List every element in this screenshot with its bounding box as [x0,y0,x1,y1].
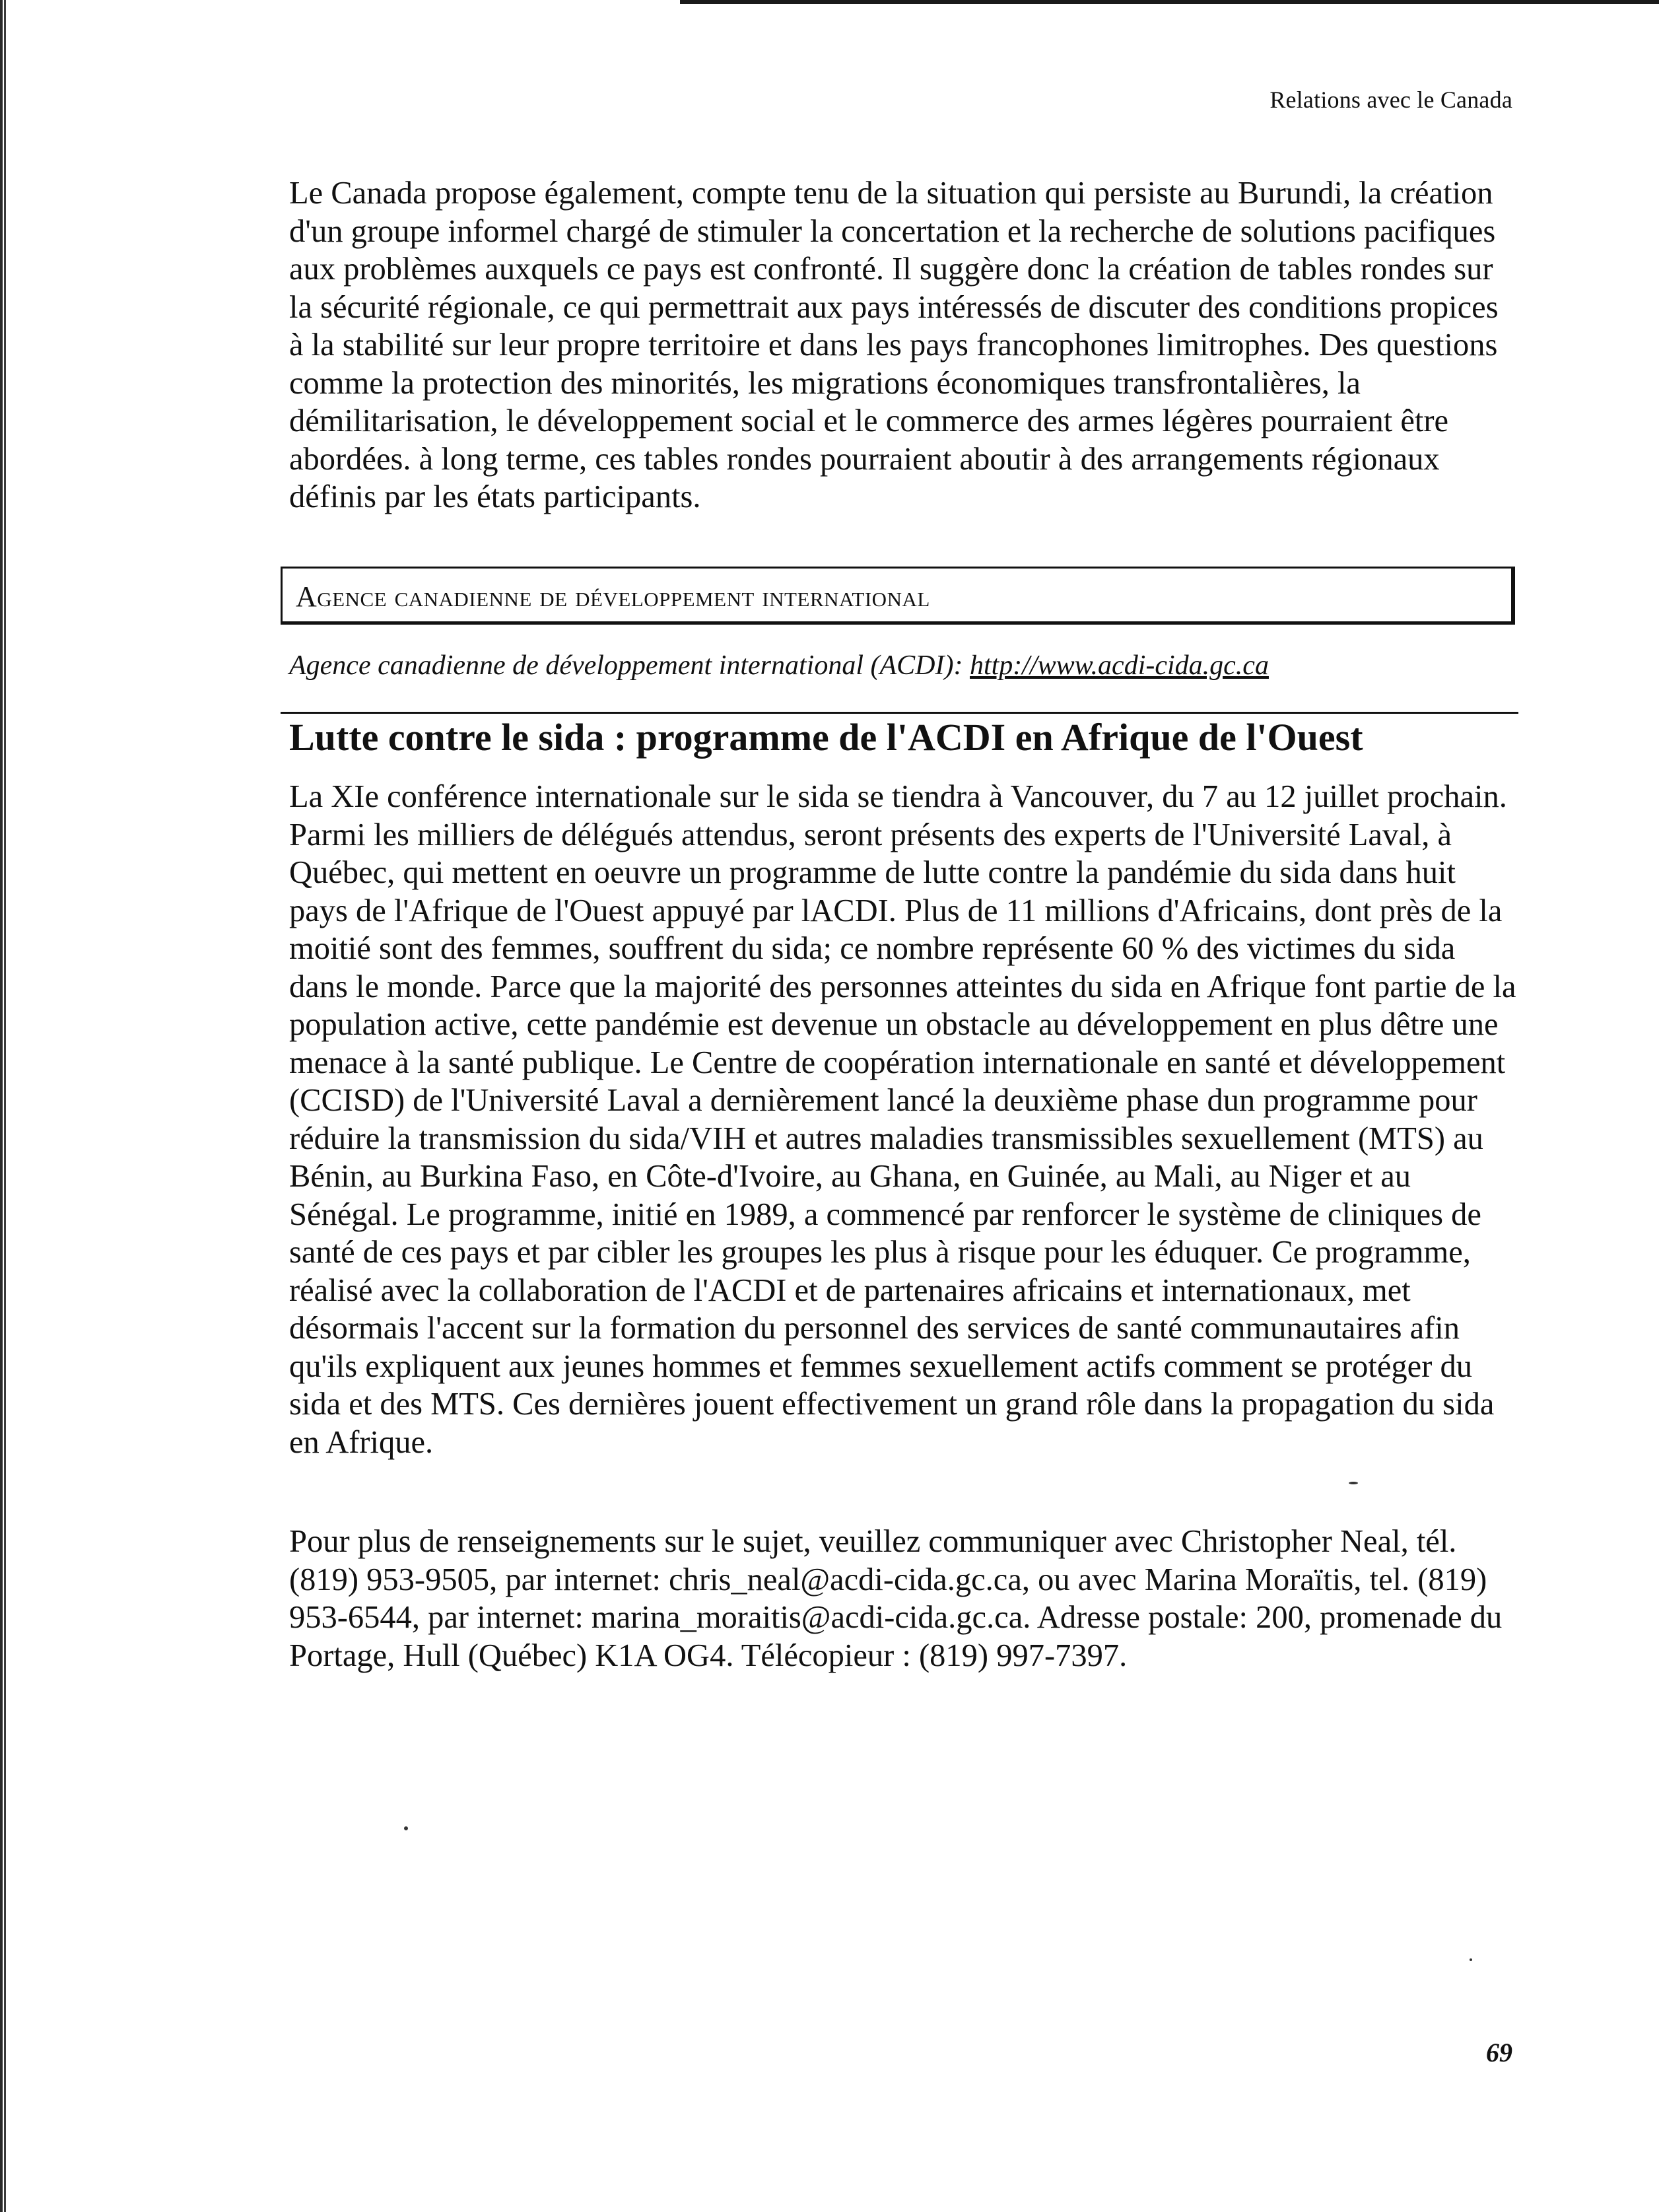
section-title: Agence canadienne de développement international [296,580,930,613]
source-line [289,649,1269,682]
top-edge-rule [680,0,1659,4]
page-number: 69 [1486,2038,1512,2067]
running-head: Relations avec le Canada [1270,86,1512,113]
article-body: La XIe conférence internationale sur le sida se tiendra à Vancouver, du 7 au 12 juillet prochain. Parmi les milliers de délégués attendus, seront présents des experts de l'Université Laval, à Québec, qui mettent en oeuvre un programme de lutte contre la pandémie du sida dans huit pays de l'Afrique de l'Ouest appuyé par lACDI. Plus de 11 millions d'Africains, dont près de la moitié sont des femmes, souffrent du sida; ce nombre représente 60 % des victimes du sida dans le monde. Parce que la majorité des personnes atteintes du sida en Afrique font partie de la population active, cette pandémie est devenue un obstacle au développement en plus dêtre une menace à la santé publique. Le Centre de coopération internationale en santé et développement (CCISD) de l'Université Laval a dernièrement lancé la deuxième phase dun programme pour réduire la transmission du sida/VIH et autres maladies transmissibles sexuellement (MTS) au Bénin, au Burkina Faso, en Côte-d'Ivoire, au Ghana, en Guinée, au Mali, au Niger et au Sénégal. Le programme, initié en 1989, a commencé par renforcer le système de cliniques de santé de ces pays et par cibler les groupes les plus à risque pour les éduquer. Ce programme, réalisé avec la collaboration de l'ACDI et de partenaires africains et internationaux, met désormais l'accent sur la formation du personnel des services de santé communautaires afin qu'ils expliquent aux jeunes hommes et femmes sexuellement actifs comment se protéger du sida et des MTS. Ces dernières jouent effectivement un grand rôle dans la propagation du sida en Afrique. [289,779,1516,1460]
article-title: Lutte contre le sida : programme de l'ACDI en Afrique de l'Ouest [289,716,1363,759]
scan-speck [1470,1958,1472,1961]
left-binding-edge [0,0,8,2212]
scan-speck [1349,1482,1358,1484]
scan-speck [404,1826,408,1830]
contact-paragraph: Pour plus de renseignements sur le sujet, veuillez communiquer avec Christopher Neal, tél. (819) 953-9505, par internet: chris_neal@acdi-cida.gc.ca, ou avec Marina Moraïtis, tel. (819) 953-6544, par internet: marina_moraitis@acdi-cida.gc.ca. Adresse postale: 200, promenade du Portage, Hull (Québec) K1A OG4. Télécopieur : (819) 997-7397. [289,1524,1503,1673]
article-divider [281,712,1518,714]
source-label: Agence canadienne de développement international (ACDI): [289,650,970,681]
intro-paragraph: Le Canada propose également, compte tenu de la situation qui persiste au Burundi, la création d'un groupe informel chargé de stimuler la concertation et la recherche de solutions pacifiques aux problèmes auxquels ce pays est confronté. Il suggère donc la création de tables rondes sur la sécurité régionale, ce qui permettrait aux pays intéressés de discuter des conditions propices à la stabilité sur leur propre territoire et dans les pays francophones limitrophes. Des questions comme la protection des minorités, les migrations économiques transfrontalières, la démilitarisation, le développement social et le commerce des armes légères pourraient être abordées. à long terme, ces tables rondes pourraient aboutir à des arrangements régionaux définis par les états participants. [289,176,1499,514]
section-heading-box [281,567,1515,625]
source-link[interactable]: http://www.acdi-cida.gc.ca [969,650,1269,681]
